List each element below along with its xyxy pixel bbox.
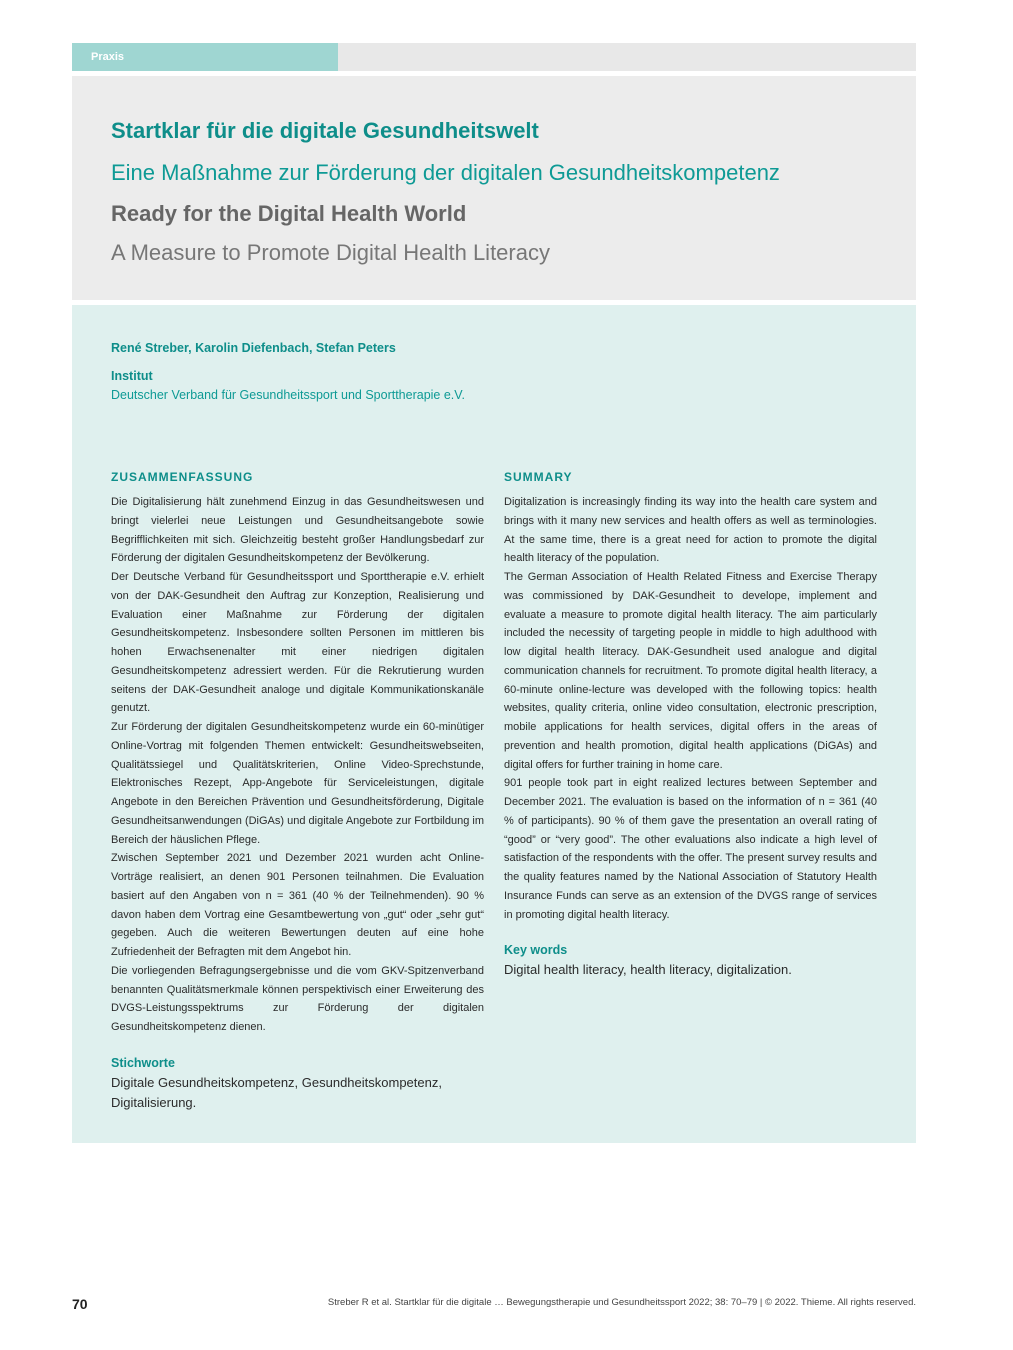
article-title-en: Ready for the Digital Health World bbox=[111, 201, 467, 226]
keywords-text: Digital health literacy, health literacy, digitalization. bbox=[504, 962, 792, 978]
keywords-label: Key words bbox=[504, 943, 568, 958]
title-block bbox=[72, 76, 916, 300]
section-header-bar bbox=[72, 43, 916, 71]
summary-column bbox=[504, 470, 877, 980]
authors: René Streber, Karolin Diefenbach, Stefan Peters bbox=[111, 341, 396, 355]
article-title-de: Startklar für die digitale Gesundheitswelt bbox=[111, 118, 539, 143]
zusammenfassung-paragraph: Zur Förderung der digitalen Gesundheitskompetenz wurde ein 60-minütiger Online-Vortrag mit folgenden Themen entwickelt: Gesundheitswebseiten, Qualitätssiegel und Qualitätskriterien, Online Video-Sprechstunde, Elektronisches Rezept, App-Angebote für Serviceleistungen, digitale Angebote in den Bereichen Prävention und Gesundheitsförderung, Digitale Gesundheitsanwendungen (DiGAs) und digitale Angebote zur Fortbildung im Bereich der häuslichen Pflege. bbox=[111, 721, 485, 846]
page-number: 70 bbox=[72, 1296, 88, 1312]
zusammenfassung-column bbox=[111, 470, 484, 1113]
zusammenfassung-heading: ZUSAMMENFASSUNG bbox=[111, 470, 254, 484]
abstract-block bbox=[72, 305, 916, 1143]
institute-name: Deutscher Verband für Gesundheitssport und Sporttherapie e.V. bbox=[111, 388, 465, 402]
summary-heading: SUMMARY bbox=[504, 470, 573, 484]
zusammenfassung-paragraph: Zwischen September 2021 und Dezember 2021 wurden acht Online-Vorträge realisiert, an denen 901 Personen teilnahmen. Die Evaluation basiert auf den Angaben von n = 361 (40 % der Teilnehmenden). 90 % davon haben dem Vortrag eine Gesamtbewertung von „gut“ oder „sehr gut“ gegeben. Auch die weiteren Bewertungen deuten auf eine hohe Zufriedenheit der Befragten mit dem Angebot hin. bbox=[111, 852, 484, 958]
institute-label: Institut bbox=[111, 369, 153, 383]
summary-paragraph: 901 people took part in eight realized lectures between September and December 2021. The evaluation is based on the information of n = 361 (40 % of participants). 90 % of them gave the presentation an overall rating of “good” or “very good”. The other evaluations also indicate a high level of satisfaction of the respondents with the offer. The present survey results and the quality features named by the National Association of Statutory Health Insurance Funds can serve as an extension of the DVGS range of services in promoting digital health literacy. bbox=[504, 777, 877, 921]
article-subtitle-de: Eine Maßnahme zur Förderung der digitalen Gesundheitskompetenz bbox=[111, 160, 780, 185]
article-subtitle-en: A Measure to Promote Digital Health Literacy bbox=[111, 240, 550, 265]
citation-footer: Streber R et al. Startklar für die digitale … Bewegungstherapie und Gesundheitssport 2022; 38: 70–79 | © 2022. Thieme. All rights reserved. bbox=[327, 1297, 916, 1308]
section-label: Praxis bbox=[72, 43, 338, 71]
summary-paragraph: Digitalization is increasingly finding its way into the health care system and brings with it many new services and health offers as well as terminologies. At the same time, there is a great need for action to promote the digital health literacy of the population. bbox=[504, 496, 877, 565]
zusammenfassung-paragraph: Die vorliegenden Befragungsergebnisse und die vom GKV-Spitzenverband benannten Qualitätsmerkmale können perspektivisch einer Erweiterung des DVGS-Leistungsspektrums zur Förderung der digitalen Gesundheitskompetenz dienen. bbox=[111, 964, 484, 1033]
summary-paragraph: The German Association of Health Related Fitness and Exercise Therapy was commissioned by DAK-Gesundheit to develope, implement and evaluate a measure to promote digital health literacy. The aim particularly included the necessity of targeting people in middle to high adulthood with low digital health literacy. DAK-Gesundheit used analogue and digital communication channels for recruitment. To promote digital health literacy, a 60-minute online-lecture was developed with the following topics: health websites, quality criteria, online video consultation, electronic prescription, mobile applications for health services, digital offers in the areas of prevention and health promotion, digital health applications (DiGAs) and digital offers for further training in home care. bbox=[504, 571, 877, 771]
zusammenfassung-paragraph: Der Deutsche Verband für Gesundheitssport und Sporttherapie e.V. erhielt von der DAK-Gesundheit den Auftrag zur Konzeption, Realisierung und Evaluation einer Maßnahme zur Förderung der digitalen Gesundheitskompetenz. Insbesondere sollten Personen im mittleren bis hohen Erwachsenenalter mit einer niedrigen digitalen Gesundheitskompetenz adressiert werden. Für die Rekrutierung wurden seitens der DAK-Gesundheit analoge und digitale Kommunikationskanäle genutzt. bbox=[111, 571, 484, 715]
stichworte-label: Stichworte bbox=[111, 1055, 175, 1070]
stichworte-text: Digitale Gesundheitskompetenz, Gesundheitskompetenz, Digitalisierung. bbox=[111, 1074, 442, 1110]
zusammenfassung-paragraph: Die Digitalisierung hält zunehmend Einzug in das Gesundheitswesen und bringt vielerlei neue Leistungen und Gesundheitsangebote sowie Begrifflichkeiten mit sich. Gleichzeitig besteht großer Handlungsbedarf zur Förderung der digitalen Gesundheitskompetenz der Bevölkerung. bbox=[111, 496, 484, 565]
